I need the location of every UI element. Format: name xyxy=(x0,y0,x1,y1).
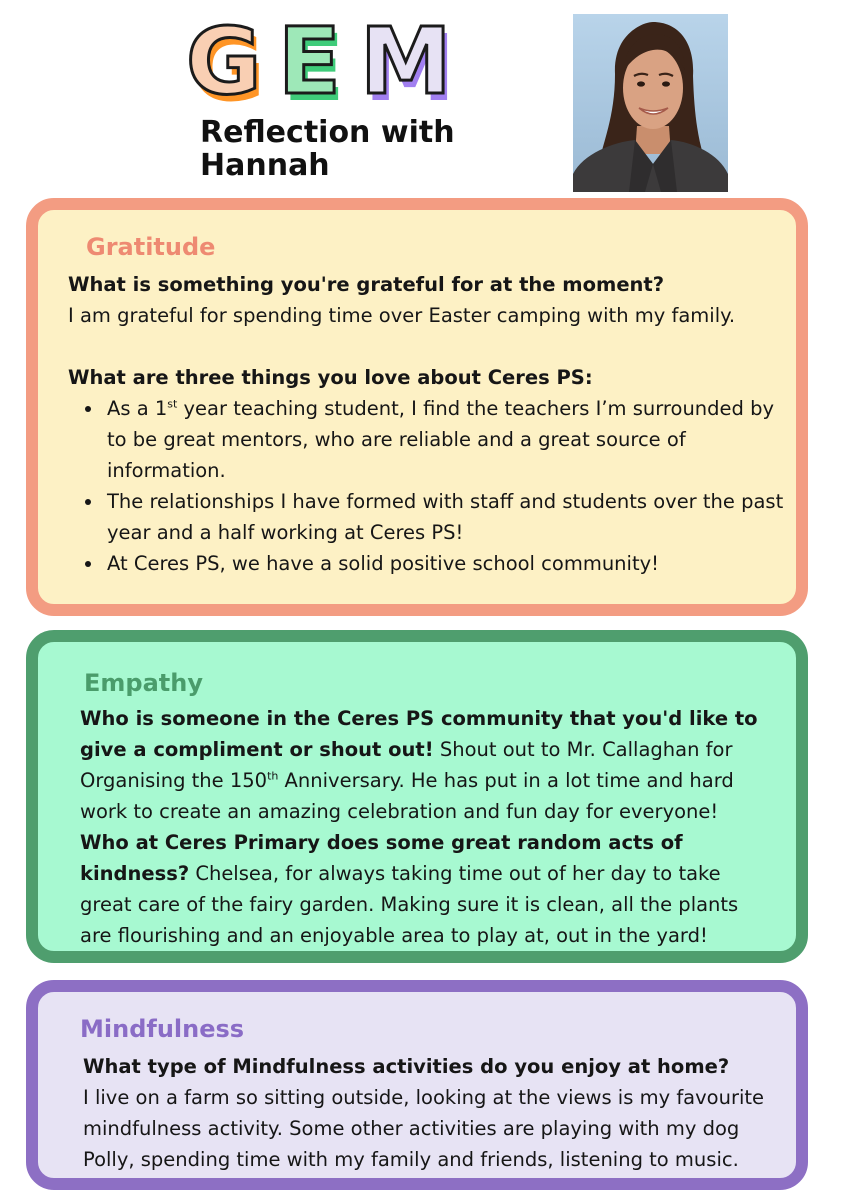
logo-letter-e: E xyxy=(278,8,341,115)
empathy-paragraph-2 xyxy=(80,827,770,951)
superscript: st xyxy=(167,397,178,411)
empathy-card xyxy=(26,630,808,963)
list-item: The relationships I have formed with staff and students over the past year and a half working at Ceres PS! xyxy=(80,486,788,548)
empathy-heading: Empathy xyxy=(84,669,203,697)
empathy-answer-2: Chelsea, for always taking time out of her day to take great care of the fairy garden. Making sure it is clean, all the plants are flourishing and an enjoyable area to play at, out in the yard! xyxy=(80,862,739,947)
gratitude-card xyxy=(26,198,808,616)
list-item-text: year teaching student, I find the teachers I’m surrounded by to be great mentors, who are reliable and a great source of information. xyxy=(107,397,775,482)
empathy-question-2: Who at Ceres Primary does some great random acts of kindness? xyxy=(80,831,683,885)
empathy-question-1: Who is someone in the Ceres PS community that you'd like to give a compliment or shout out! xyxy=(80,707,758,761)
mindfulness-content xyxy=(83,1051,793,1175)
empathy-answer-1-cont: Anniversary. He has put in a lot time and hard work to create an amazing celebration and fun day for everyone! xyxy=(80,769,734,823)
superscript: th xyxy=(267,769,279,783)
page-title: Reflection with Hannah xyxy=(200,115,455,183)
gratitude-question-1: What is something you're grateful for at the moment? xyxy=(68,273,665,296)
spacer xyxy=(68,331,788,362)
list-item-text: As a 1 xyxy=(107,397,168,420)
list-item xyxy=(80,393,788,486)
logo-letter-g: G xyxy=(186,8,262,115)
gratitude-list xyxy=(80,393,788,579)
empathy-paragraph-1 xyxy=(80,703,770,827)
mindfulness-heading: Mindfulness xyxy=(80,1015,245,1043)
gratitude-content xyxy=(68,269,788,579)
mindfulness-answer-1: I live on a farm so sitting outside, looking at the views is my favourite mindfulness activity. Some other activities are playing with my dog Polly, spending time with my family and friends, listening to music. xyxy=(83,1086,765,1171)
gratitude-answer-1: I am grateful for spending time over Easter camping with my family. xyxy=(68,304,736,327)
mindfulness-card xyxy=(26,980,808,1190)
empathy-answer-1: Shout out to Mr. Callaghan for Organising the 150 xyxy=(80,738,733,792)
gem-logo xyxy=(178,8,463,115)
list-item: At Ceres PS, we have a solid positive school community! xyxy=(80,548,788,579)
logo-letter-m: M xyxy=(360,8,452,115)
gratitude-question-2: What are three things you love about Ceres PS: xyxy=(68,366,593,389)
portrait-image xyxy=(573,14,728,192)
mindfulness-question-1: What type of Mindfulness activities do you enjoy at home? xyxy=(83,1055,730,1078)
profile-photo xyxy=(573,14,728,192)
gratitude-heading: Gratitude xyxy=(86,233,216,261)
empathy-content xyxy=(80,703,770,951)
